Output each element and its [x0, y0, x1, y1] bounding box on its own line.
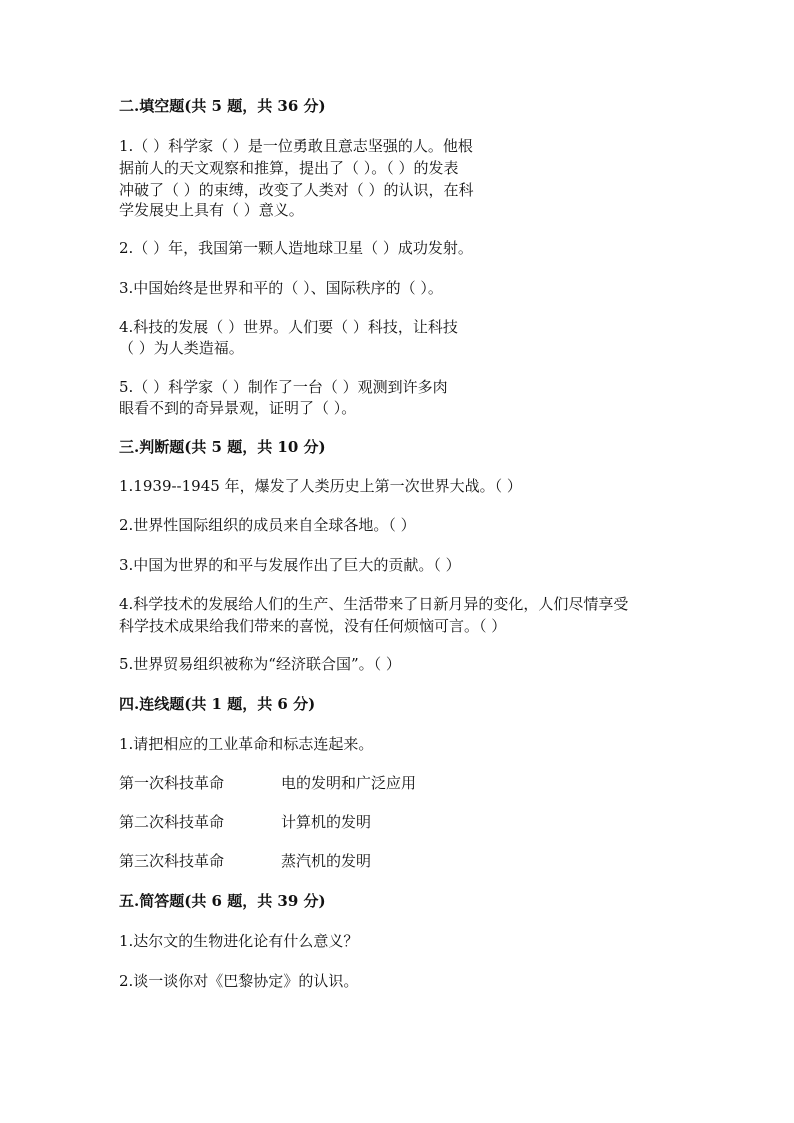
match-right-item: 电的发明和广泛应用 — [281, 774, 417, 792]
section-heading-true-false: 三.判断题(共 5 题，共 10 分) — [119, 438, 326, 456]
question-text: 2.（ ）年，我国第一颗人造地球卫星（ ）成功发射。 — [119, 239, 473, 257]
question-text: 眼看不到的奇异景观，证明了（ ）。 — [119, 399, 357, 417]
question-text: 5.世界贸易组织被称为“经济联合国”。（ ） — [119, 655, 401, 673]
match-left-item: 第二次科技革命 — [119, 813, 225, 831]
question-text: 冲破了（ ）的束缚，改变了人类对（ ）的认识，在科 — [119, 181, 474, 199]
question-text: 5.（ ）科学家（ ）制作了一台（ ）观测到许多肉 — [119, 378, 448, 396]
section-heading-matching: 四.连线题(共 1 题，共 6 分) — [119, 695, 316, 713]
match-right-item: 蒸汽机的发明 — [281, 852, 372, 870]
question-text: 学发展史上具有（ ）意义。 — [119, 201, 304, 219]
question-text: 3.中国为世界的和平与发展作出了巨大的贡献。（ ） — [119, 556, 461, 574]
question-text: 4.科技的发展（ ）世界。人们要（ ）科技，让科技 — [119, 318, 458, 336]
section-heading-fill-in: 二.填空题(共 5 题，共 36 分) — [119, 97, 326, 115]
question-text: 3.中国始终是世界和平的（ ）、国际秩序的（ ）。 — [119, 279, 443, 297]
question-text: 据前人的天文观察和推算，提出了（ ）。（ ）的发表 — [119, 159, 459, 177]
question-text: 1.请把相应的工业革命和标志连起来。 — [119, 735, 374, 753]
question-text: 1.达尔文的生物进化论有什么意义？ — [119, 932, 359, 950]
question-text: 1.1939--1945 年，爆发了人类历史上第一次世界大战。（ ） — [119, 477, 522, 495]
section-heading-short-answer: 五.简答题(共 6 题，共 39 分) — [119, 892, 326, 910]
question-text: 科学技术成果给我们带来的喜悦，没有任何烦恼可言。（ ） — [119, 617, 507, 635]
question-text: 2.谈一谈你对《巴黎协定》的认识。 — [119, 972, 359, 990]
question-text: 4.科学技术的发展给人们的生产、生活带来了日新月异的变化，人们尽情享受 — [119, 595, 629, 613]
question-text: 2.世界性国际组织的成员来自全球各地。（ ） — [119, 516, 416, 534]
question-text: 1.（ ）科学家（ ）是一位勇敢且意志坚强的人。他根 — [119, 137, 473, 155]
match-left-item: 第三次科技革命 — [119, 852, 225, 870]
match-right-item: 计算机的发明 — [281, 813, 372, 831]
question-text: （ ）为人类造福。 — [119, 339, 244, 357]
match-left-item: 第一次科技革命 — [119, 774, 225, 792]
